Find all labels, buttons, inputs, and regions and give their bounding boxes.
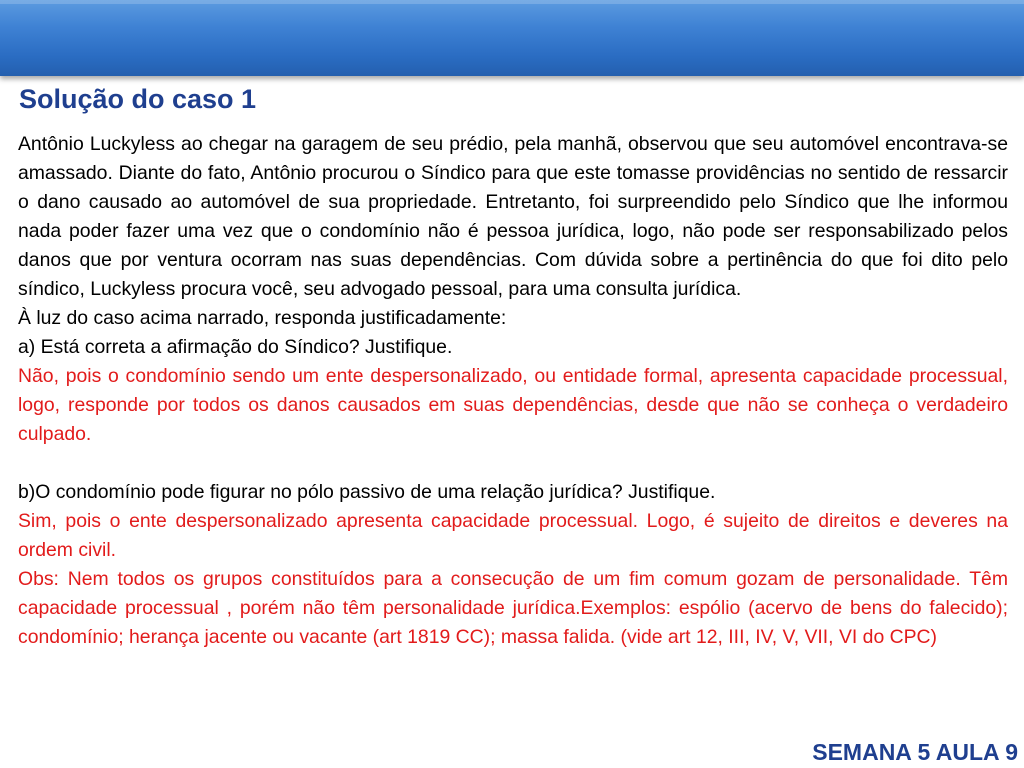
- answer-b: Sim, pois o ente despersonalizado apresenta capacidade processual. Logo, é sujeito de direitos e deveres na ordem civil.: [18, 510, 1008, 561]
- question-a: a) Está correta a afirmação do Síndico? Justifique.: [18, 336, 453, 358]
- answer-a: Não, pois o condomínio sendo um ente despersonalizado, ou entidade formal, apresenta capacidade processual, logo, responde por todos os danos causados em suas dependências, desde que não se conheça o verdadeiro culpado.: [18, 365, 1008, 445]
- case-text: Antônio Luckyless ao chegar na garagem de seu prédio, pela manhã, observou que seu automóvel encontrava-se amassado. Diante do fato, Antônio procurou o Síndico para que este tomasse providências no sentido de ressarcir o dano causado ao automóvel de sua propriedade. Entretanto, foi surpreendido pelo Síndico que lhe informou nada poder fazer uma vez que o condomínio não é pessoa jurídica, logo, não pode ser responsabilizado pelos danos que por ventura ocorram nas suas dependências. Com dúvida sobre a pertinência do que foi dito pelo síndico, Luckyless procura você, seu advogado pessoal, para uma consulta jurídica.: [18, 133, 1008, 300]
- slide-title: Solução do caso 1: [19, 84, 257, 114]
- question-b: b)O condomínio pode figurar no pólo passivo de uma relação jurídica? Justifique.: [18, 481, 716, 503]
- slide-body: [18, 130, 1008, 652]
- footer-label: SEMANA 5 AULA 9: [812, 739, 1018, 765]
- paragraph-gap: [18, 449, 1008, 478]
- header-bar: [0, 0, 1024, 76]
- obs-note: Obs: Nem todos os grupos constituídos para a consecução de um fim comum gozam de personalidade. Têm capacidade processual , porém não têm personalidade jurídica.Exemplos: espólio (acervo de bens do falecido); condomínio; herança jacente ou vacante (art 1819 CC); massa falida. (vide art 12, III, IV, V, VII, VI do CPC): [18, 568, 1008, 648]
- instruction-text: À luz do caso acima narrado, responda justificadamente:: [18, 307, 507, 329]
